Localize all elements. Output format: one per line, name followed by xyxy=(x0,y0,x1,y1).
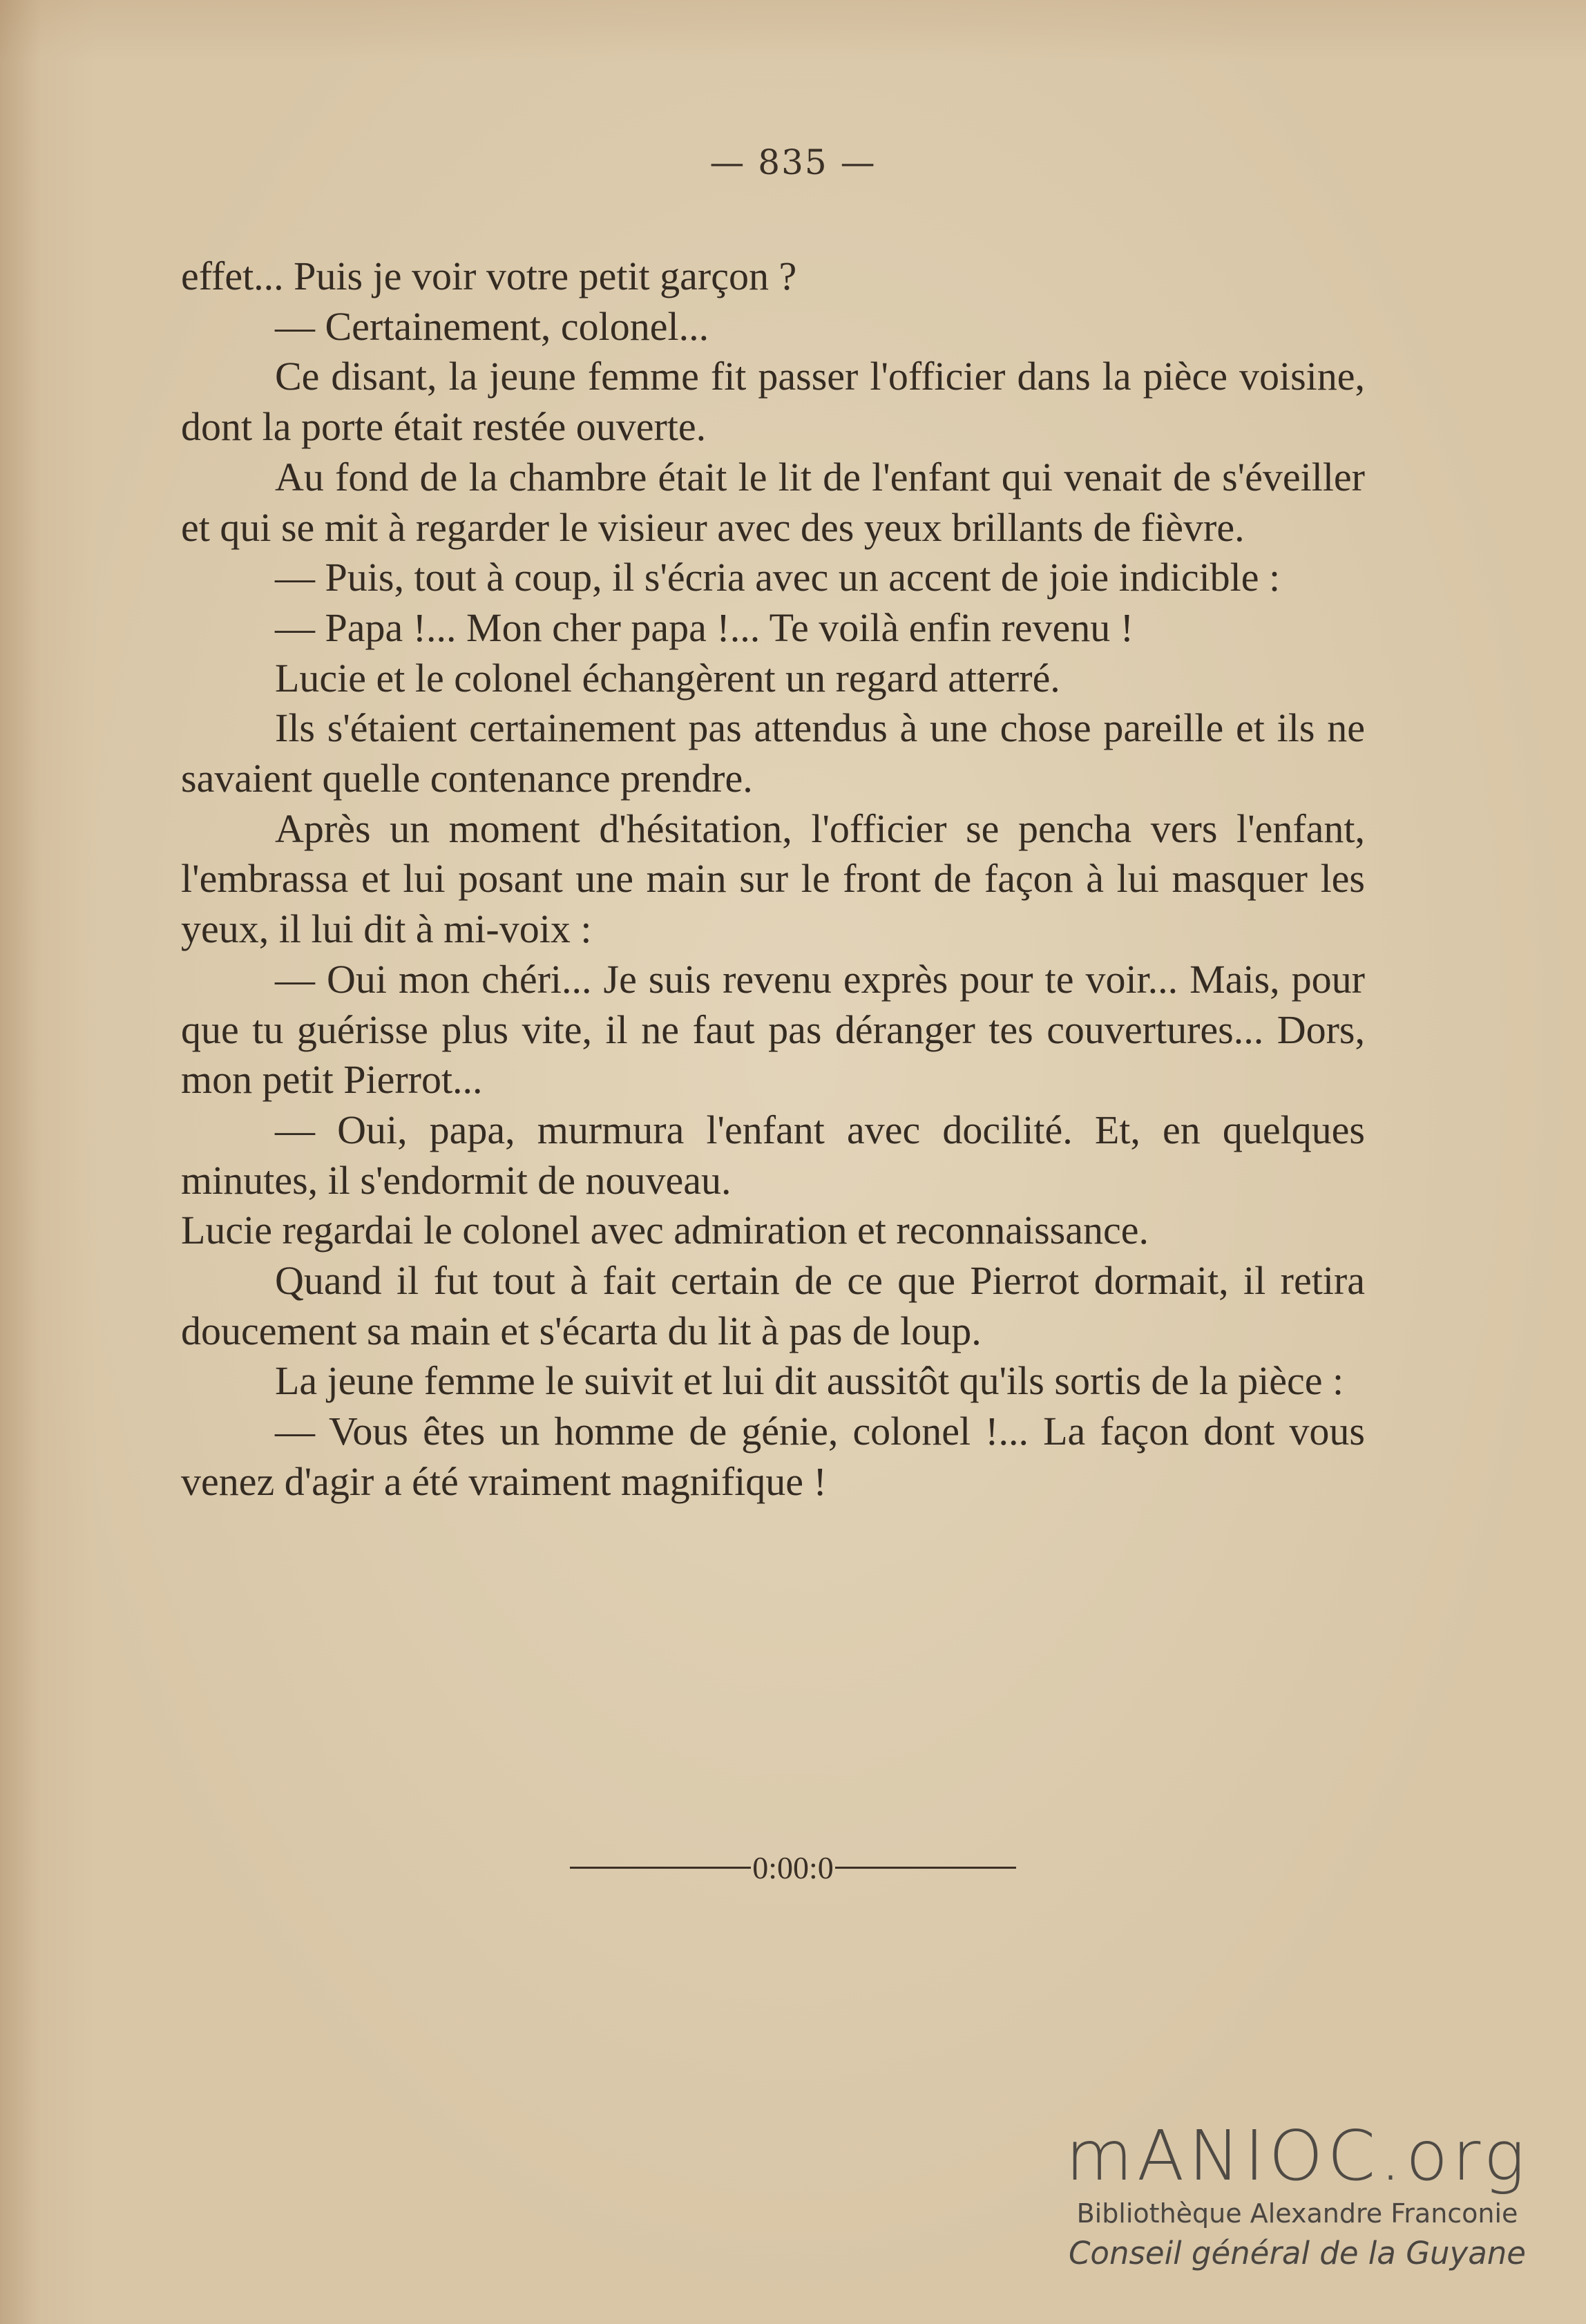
paragraph-5: — Puis, tout à coup, il s'écria avec un accent de joie indicible : xyxy=(275,555,1281,600)
ornament-rule-right xyxy=(835,1867,1016,1869)
paragraph-9: Après un moment d'hésitation, l'officier se pencha vers l'enfant, l'embrassa et lui posant une main sur le front de façon à lui masquer les yeux, il lui dit à mi-voix : xyxy=(181,806,1365,952)
ornament-text: 0:00:0 xyxy=(752,1849,834,1885)
paragraph-13: Quand il fut tout à fait certain de ce que Pierrot dormait, il retira doucement sa main et s'écarta du lit à pas de loup. xyxy=(181,1258,1365,1353)
manioc-logo: mANIOC.org xyxy=(1065,2115,1529,2196)
paragraph-15: — Vous êtes un homme de génie, colonel !... La façon dont vous venez d'agir a été vraiment magnifique ! xyxy=(181,1409,1365,1504)
paragraph-11: — Oui, papa, murmura l'enfant avec docilité. Et, en quelques minutes, il s'endormit de nouveau. xyxy=(181,1107,1365,1203)
library-name: Bibliothèque Alexandre Franconie xyxy=(1076,2198,1518,2229)
paragraph-4: Au fond de la chambre était le lit de l'enfant qui venait de s'éveiller et qui se mit à regarder le visieur avec des yeux brillants de fièvre. xyxy=(181,454,1365,550)
council-name: Conseil général de la Guyane xyxy=(1069,2235,1526,2271)
paragraph-6: — Papa !... Mon cher papa !... Te voilà enfin revenu ! xyxy=(275,604,1134,650)
manioc-watermark xyxy=(1055,2115,1539,2274)
paragraph-14: La jeune femme le suivit et lui dit aussitôt qu'ils sortis de la pièce : xyxy=(275,1358,1344,1404)
ornament-rule-left xyxy=(570,1867,751,1869)
paragraph-8: Ils s'étaient certainement pas attendus à une chose pareille et ils ne savaient quelle contenance prendre. xyxy=(181,705,1365,801)
paragraph-3: Ce disant, la jeune femme fit passer l'officier dans la pièce voisine, dont la porte était restée ouverte. xyxy=(181,354,1365,450)
body-text xyxy=(181,251,1365,1507)
paragraph-10: — Oui mon chéri... Je suis revenu exprès pour te voir... Mais, pour que tu guérisse plus vite, il ne faut pas déranger tes couvertures... Dors, mon petit Pierrot... xyxy=(181,956,1365,1103)
paragraph-7: Lucie et le colonel échangèrent un regard atterré. xyxy=(275,655,1060,701)
paragraph-1: effet... Puis je voir votre petit garçon ? xyxy=(181,254,797,298)
paragraph-12: Lucie regardai le colonel avec admiration et reconnaissance. xyxy=(181,1208,1149,1253)
page-number: — 835 — xyxy=(709,142,877,182)
paragraph-2: — Certainement, colonel... xyxy=(275,303,709,349)
end-ornament xyxy=(0,1846,1586,1886)
